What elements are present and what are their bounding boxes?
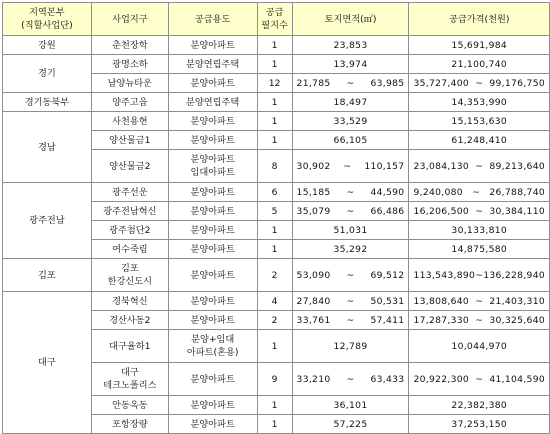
cell-district [91, 202, 168, 221]
cell-price [409, 74, 550, 93]
range-min: 20,922,300 [413, 373, 470, 385]
cell-district [91, 330, 168, 363]
header-lots [257, 3, 292, 36]
region-label: 강원 [38, 39, 56, 51]
cell-lots-text: 1 [271, 134, 278, 146]
value-range [412, 373, 546, 386]
cell-area [292, 311, 409, 330]
range-sep: ~ [475, 205, 484, 217]
header-region-label: 지역본부 (직할사업단) [21, 7, 73, 31]
range-sep: ~ [346, 77, 355, 89]
cell-lots [257, 112, 292, 131]
value: 66,105 [333, 134, 368, 146]
range-min: 30,902 [296, 160, 331, 172]
cell-usage [168, 131, 257, 150]
cell-area [292, 183, 409, 202]
cell-usage [168, 150, 257, 183]
table-row [3, 93, 550, 112]
cell-usage [168, 240, 257, 259]
region-label: 대구 [38, 357, 56, 368]
table-row [3, 259, 550, 292]
range-min: 35,727,400 [413, 77, 470, 89]
cell-district [91, 259, 168, 292]
range-max: 89,213,640 [489, 160, 545, 172]
range-min: 17,287,330 [413, 314, 470, 326]
cell-lots [257, 221, 292, 240]
cell-usage [168, 311, 257, 330]
cell-lots [257, 292, 292, 311]
cell-lots-text: 2 [271, 314, 278, 326]
range-sep: ~ [475, 269, 484, 281]
cell-usage-text: 분양+임대 아파트(혼용) [186, 334, 239, 358]
cell-usage-text: 분양아파트 [190, 205, 235, 217]
range-max: 26,788,740 [489, 186, 545, 198]
value: 61,248,410 [451, 134, 508, 146]
range-min: 21,785 [296, 77, 331, 89]
value: 13,974 [333, 58, 368, 70]
range-min: 35,079 [296, 205, 331, 217]
cell-area [292, 55, 409, 74]
range-max: 57,411 [370, 314, 405, 326]
cell-lots [257, 363, 292, 396]
cell-lots [257, 240, 292, 259]
cell-usage-text: 분양아파트 [190, 269, 235, 281]
range-min: 16,206,500 [413, 205, 470, 217]
cell-usage [168, 55, 257, 74]
cell-usage-text: 분양아파트 [190, 39, 235, 51]
table-row [3, 112, 550, 131]
cell-price [409, 55, 550, 74]
cell-lots-text: 4 [271, 295, 278, 307]
cell-area [292, 415, 409, 434]
cell-district [91, 363, 168, 396]
value: 18,497 [333, 96, 368, 108]
cell-district-text: 광주첨단2 [109, 224, 151, 236]
cell-district-text: 춘천장학 [112, 39, 148, 51]
cell-lots-text: 1 [271, 399, 278, 411]
range-max: 44,590 [370, 186, 405, 198]
region-label: 경기동북부 [24, 96, 70, 108]
cell-district [91, 311, 168, 330]
header-area [292, 3, 409, 36]
cell-lots-text: 1 [271, 340, 278, 352]
table-row [3, 55, 550, 74]
header-usage [168, 3, 257, 36]
cell-district-text: 김포 한강신도시 [107, 263, 153, 287]
cell-area [292, 202, 409, 221]
cell-area [292, 131, 409, 150]
cell-usage [168, 259, 257, 292]
value-range [296, 269, 406, 282]
value: 14,353,990 [451, 96, 508, 108]
cell-price [409, 221, 550, 240]
cell-lots-text: 1 [271, 224, 278, 236]
cell-price [409, 202, 550, 221]
value: 15,691,984 [451, 39, 508, 51]
value: 30,133,810 [451, 224, 508, 236]
value-range [412, 160, 546, 173]
header-price [409, 3, 550, 36]
range-max: 21,403,310 [489, 295, 545, 307]
range-sep: ~ [346, 295, 355, 307]
cell-district [91, 93, 168, 112]
cell-area [292, 259, 409, 292]
cell-lots-text: 6 [271, 186, 278, 198]
value: 15,153,630 [451, 115, 508, 127]
cell-usage [168, 202, 257, 221]
cell-district-text: 경산사동2 [109, 314, 151, 326]
cell-usage-text: 분양아파트 [190, 399, 235, 411]
cell-area [292, 330, 409, 363]
value: 37,253,150 [451, 418, 508, 430]
cell-district [91, 131, 168, 150]
cell-usage [168, 183, 257, 202]
value: 36,101 [333, 399, 368, 411]
cell-district [91, 74, 168, 93]
value-range [412, 186, 546, 199]
range-sep: ~ [475, 373, 484, 385]
cell-lots-text: 1 [271, 115, 278, 127]
range-sep: ~ [346, 373, 355, 385]
cell-usage [168, 363, 257, 396]
header-district-label: 사업지구 [112, 13, 148, 25]
value: 14,875,580 [451, 243, 508, 255]
range-max: 66,486 [370, 205, 405, 217]
value: 33,529 [333, 115, 368, 127]
cell-lots-text: 9 [271, 373, 278, 385]
cell-region [3, 259, 92, 292]
cell-district-text: 경북혁신 [112, 295, 148, 307]
value: 12,789 [333, 340, 368, 352]
land-supply-table [2, 2, 550, 434]
header-district [91, 3, 168, 36]
cell-area [292, 36, 409, 55]
cell-usage-text: 분양아파트 [190, 243, 235, 255]
range-min: 15,185 [296, 186, 331, 198]
cell-price [409, 259, 550, 292]
value-range [296, 77, 406, 90]
value-range [296, 205, 406, 218]
cell-district [91, 112, 168, 131]
value: 21,100,740 [451, 58, 508, 70]
range-sep: ~ [475, 295, 484, 307]
cell-usage [168, 330, 257, 363]
cell-lots-text: 1 [271, 96, 278, 108]
cell-area [292, 74, 409, 93]
cell-usage-text: 분양아파트 [190, 295, 235, 307]
cell-lots [257, 74, 292, 93]
range-min: 33,210 [296, 373, 331, 385]
value-range [412, 77, 546, 90]
value: 22,382,380 [451, 399, 508, 411]
cell-usage [168, 292, 257, 311]
header-usage-label: 공급용도 [194, 13, 231, 25]
range-sep: ~ [346, 269, 355, 281]
range-max: 136,228,940 [483, 269, 545, 281]
range-sep: ~ [475, 160, 484, 172]
region-label: 경기 [38, 68, 56, 79]
cell-lots [257, 183, 292, 202]
cell-region [3, 93, 92, 112]
range-sep: ~ [346, 314, 355, 326]
cell-lots-text: 1 [271, 39, 278, 51]
range-max: 63,433 [370, 373, 405, 385]
region-label: 김포 [38, 269, 56, 281]
cell-district-text: 광명소하 [112, 58, 148, 70]
value: 35,292 [333, 243, 368, 255]
cell-price [409, 330, 550, 363]
value-range [296, 373, 406, 386]
cell-region [3, 292, 92, 434]
cell-lots-text: 1 [271, 58, 278, 70]
cell-price [409, 36, 550, 55]
cell-usage [168, 112, 257, 131]
value-range [412, 295, 546, 308]
range-max: 69,512 [370, 269, 405, 281]
cell-district-text: 안동옥동 [112, 399, 148, 411]
cell-district-text: 광주전남혁신 [103, 205, 157, 217]
cell-price [409, 183, 550, 202]
cell-district-text: 여수죽림 [112, 243, 148, 255]
cell-district-text: 양산물금1 [109, 134, 151, 146]
cell-lots [257, 131, 292, 150]
cell-usage-text: 분양아파트 임대아파트 [190, 154, 235, 178]
value-range [296, 186, 406, 199]
cell-usage [168, 93, 257, 112]
range-min: 9,240,080 [413, 186, 463, 198]
range-max: 50,531 [370, 295, 405, 307]
table-row [3, 36, 550, 55]
cell-price [409, 131, 550, 150]
cell-lots-text: 2 [271, 269, 278, 281]
range-min: 27,840 [296, 295, 331, 307]
cell-area [292, 221, 409, 240]
cell-district-text: 대구율하1 [109, 340, 151, 352]
cell-district [91, 292, 168, 311]
cell-lots-text: 1 [271, 243, 278, 255]
cell-usage-text: 분양아파트 [190, 224, 235, 236]
range-sep: ~ [475, 77, 484, 89]
cell-area [292, 150, 409, 183]
cell-usage-text: 분양아파트 [190, 373, 235, 385]
cell-usage-text: 분양연립주택 [186, 96, 240, 108]
range-sep: ~ [472, 186, 481, 198]
cell-district [91, 150, 168, 183]
table-row [3, 183, 550, 202]
cell-usage-text: 분양아파트 [190, 314, 235, 326]
cell-usage [168, 36, 257, 55]
value-range [296, 295, 406, 308]
cell-area [292, 292, 409, 311]
range-max: 110,157 [364, 160, 405, 172]
cell-area [292, 240, 409, 259]
cell-lots [257, 36, 292, 55]
cell-region [3, 183, 92, 259]
value: 51,031 [333, 224, 368, 236]
cell-district-text: 양주고읍 [112, 96, 148, 108]
cell-price [409, 150, 550, 183]
range-min: 13,808,640 [413, 295, 470, 307]
range-min: 33,761 [296, 314, 331, 326]
cell-district-text: 남양뉴타운 [107, 77, 153, 89]
cell-district-text: 광주선운 [112, 186, 148, 198]
header-lots-label: 공급 필지수 [261, 7, 288, 31]
cell-district-text: 대구 테크노폴리스 [103, 367, 157, 391]
cell-price [409, 93, 550, 112]
cell-price [409, 311, 550, 330]
cell-district [91, 415, 168, 434]
cell-price [409, 240, 550, 259]
cell-usage-text: 분양아파트 [190, 115, 235, 127]
cell-lots-text: 1 [271, 418, 278, 430]
range-max: 30,325,640 [489, 314, 545, 326]
table-row [3, 292, 550, 311]
cell-lots [257, 415, 292, 434]
range-sep: ~ [343, 160, 352, 172]
table-body [3, 36, 550, 434]
range-max: 30,384,110 [489, 205, 545, 217]
cell-district [91, 183, 168, 202]
cell-region [3, 112, 92, 183]
range-min: 113,543,890 [413, 269, 476, 281]
cell-region [3, 36, 92, 55]
value: 57,225 [333, 418, 368, 430]
range-max: 41,104,590 [489, 373, 545, 385]
cell-district-text: 양산물금2 [109, 160, 151, 172]
range-max: 63,985 [370, 77, 405, 89]
land-supply-table-container [2, 2, 550, 434]
region-label: 광주전남 [29, 215, 65, 226]
cell-district [91, 240, 168, 259]
range-min: 53,090 [296, 269, 331, 281]
cell-lots [257, 150, 292, 183]
cell-price [409, 112, 550, 131]
cell-lots-text: 5 [271, 205, 278, 217]
value-range [412, 205, 546, 218]
cell-price [409, 415, 550, 434]
cell-district [91, 36, 168, 55]
range-max: 99,176,750 [489, 77, 545, 89]
cell-price [409, 292, 550, 311]
value: 10,044,970 [451, 340, 508, 352]
cell-lots [257, 202, 292, 221]
cell-usage-text: 분양아파트 [190, 77, 235, 89]
cell-usage [168, 221, 257, 240]
cell-region [3, 55, 92, 93]
value-range [412, 269, 546, 282]
header-row [3, 3, 550, 36]
cell-lots-text: 8 [271, 160, 278, 172]
header-region [3, 3, 92, 36]
value-range [412, 314, 546, 327]
cell-district [91, 55, 168, 74]
range-min: 23,084,130 [413, 160, 470, 172]
header-area-label: 토지면적(㎡) [324, 13, 377, 25]
cell-usage-text: 분양연립주택 [186, 58, 240, 70]
range-sep: ~ [346, 186, 355, 198]
cell-price [409, 363, 550, 396]
cell-usage [168, 74, 257, 93]
cell-lots [257, 259, 292, 292]
cell-district-text: 사천용현 [112, 115, 148, 127]
cell-lots [257, 55, 292, 74]
region-label: 경남 [38, 141, 56, 153]
cell-usage-text: 분양아파트 [190, 186, 235, 198]
cell-area [292, 93, 409, 112]
header-price-label: 공급가격(천원) [449, 13, 510, 25]
cell-area [292, 363, 409, 396]
cell-lots [257, 93, 292, 112]
cell-lots-text: 12 [268, 77, 281, 89]
cell-lots [257, 311, 292, 330]
cell-usage [168, 415, 257, 434]
range-sep: ~ [346, 205, 355, 217]
cell-usage-text: 분양아파트 [190, 418, 235, 430]
cell-area [292, 112, 409, 131]
cell-lots [257, 330, 292, 363]
cell-district-text: 포항장량 [112, 418, 148, 430]
cell-usage-text: 분양아파트 [190, 134, 235, 146]
value-range [296, 160, 406, 173]
value: 23,853 [333, 39, 368, 51]
range-sep: ~ [475, 314, 484, 326]
value-range [296, 314, 406, 327]
cell-district [91, 221, 168, 240]
